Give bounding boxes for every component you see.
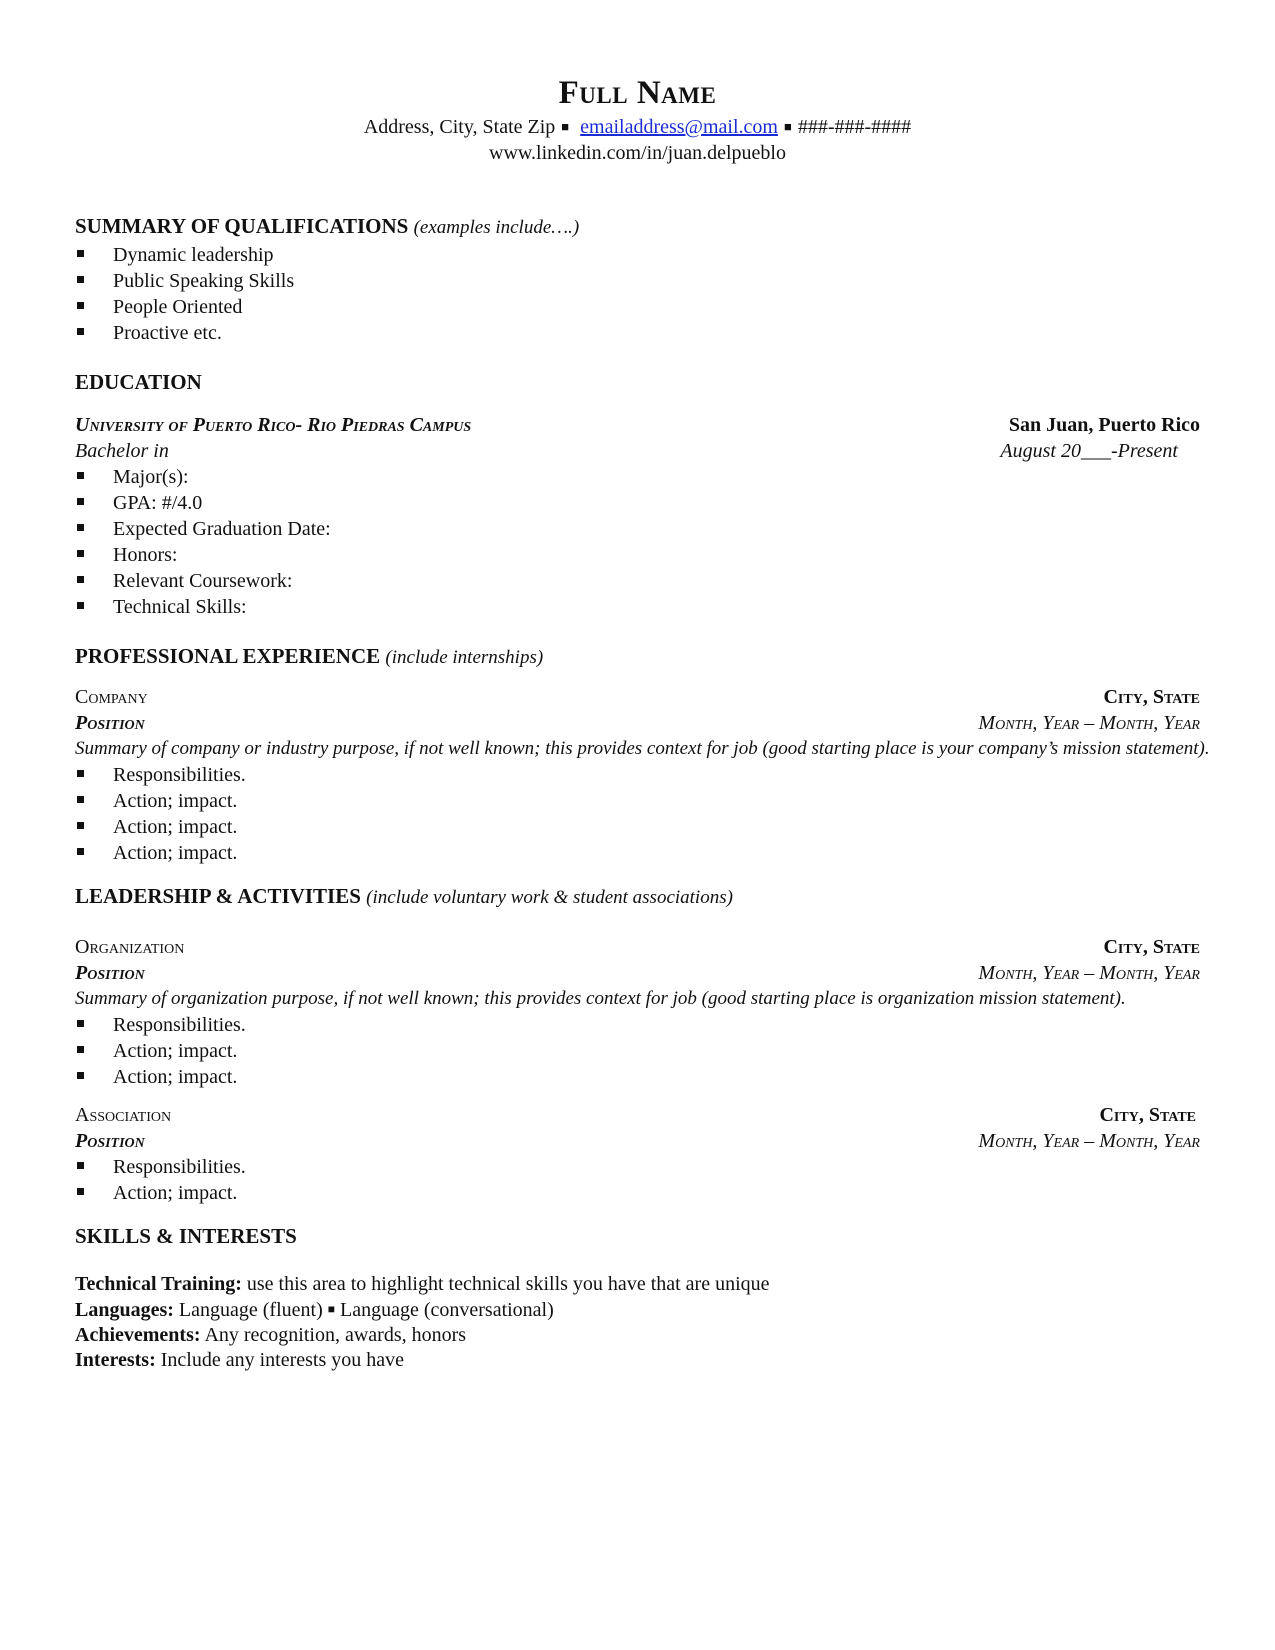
school-name: University of Puerto Rico- Rio Piedras Campus (75, 414, 472, 436)
position-title: Position (75, 712, 145, 734)
organization-name: Organization (75, 936, 185, 958)
language-1: Language (fluent) (178, 1299, 323, 1321)
company-summary: Summary of company or industry purpose, if not well known; this provides context for job (good starting place is your company’s mission statement). (75, 738, 1210, 759)
education-school-row (75, 412, 1200, 438)
separator-square-icon: ■ (783, 119, 792, 134)
list-item: Action; impact. (75, 814, 1200, 840)
list-item: Action; impact. (75, 840, 1200, 866)
education-heading: EDUCATION (75, 370, 202, 394)
interests-label: Interests: (75, 1349, 156, 1371)
association-position-row (75, 1128, 1200, 1154)
list-item: Major(s): (75, 464, 1200, 490)
summary-note: (examples include….) (413, 217, 580, 238)
organization-summary: Summary of organization purpose, if not well known; this provides context for job (good starting place is organization mission statement). (75, 988, 1126, 1009)
list-item: Expected Graduation Date: (75, 516, 1200, 542)
resume-body (75, 212, 1210, 1373)
list-item: Action; impact. (75, 1064, 1200, 1090)
experience-note: (include internships) (385, 647, 544, 668)
company-location: City, State (1103, 686, 1200, 708)
position-dates: Month, Year – Month, Year (978, 1130, 1200, 1152)
association-row (75, 1102, 1200, 1128)
position-row (75, 710, 1200, 736)
company-row (75, 684, 1200, 710)
languages-line (75, 1297, 1200, 1323)
interests-value: Include any interests you have (160, 1349, 404, 1371)
education-degree-row (75, 438, 1200, 464)
leadership-note: (include voluntary work & student associations) (366, 887, 733, 908)
skills-block (75, 1272, 1200, 1373)
list-item: Honors: (75, 542, 1200, 568)
separator-dot-icon: ■ (327, 1302, 335, 1316)
education-list (75, 464, 1200, 620)
degree: Bachelor in (75, 440, 169, 462)
list-item: Action; impact. (75, 788, 1200, 814)
position-dates: Month, Year – Month, Year (978, 962, 1200, 984)
technical-label: Technical Training: (75, 1273, 242, 1295)
achievements-line (75, 1323, 1200, 1348)
association-location: City, State (1099, 1104, 1196, 1126)
summary-title: SUMMARY OF QUALIFICATIONS (75, 214, 409, 238)
separator-square-icon: ■ (561, 119, 570, 134)
list-item: Action; impact. (75, 1038, 1200, 1064)
achievements-label: Achievements: (75, 1324, 201, 1346)
list-item: Responsibilities. (75, 762, 1200, 788)
resume-header (0, 72, 1275, 166)
leadership-title: LEADERSHIP & ACTIVITIES (75, 884, 361, 908)
association-name: Association (75, 1104, 172, 1126)
phone: ###-###-#### (797, 116, 912, 138)
address: Address, City, State Zip (363, 116, 556, 138)
organization-position-row (75, 960, 1200, 986)
contact-line (0, 114, 1275, 140)
experience-heading (75, 642, 1200, 672)
leadership-heading (75, 882, 1200, 912)
list-item: Proactive etc. (75, 320, 1200, 346)
school-location: San Juan, Puerto Rico (1008, 414, 1200, 436)
summary-list (75, 242, 1200, 346)
interests-line (75, 1348, 1200, 1373)
list-item: Public Speaking Skills (75, 268, 1200, 294)
linkedin-url: www.linkedin.com/in/juan.delpueblo (489, 142, 786, 164)
achievements-value: Any recognition, awards, honors (204, 1324, 467, 1346)
position-title: Position (75, 962, 145, 984)
position-title: Position (75, 1130, 145, 1152)
education-dates: August 20___-Present (1000, 440, 1178, 462)
list-item: Responsibilities. (75, 1154, 1200, 1180)
association-list (75, 1154, 1200, 1206)
technical-line (75, 1272, 1200, 1297)
list-item: Action; impact. (75, 1180, 1200, 1206)
summary-heading (75, 212, 1200, 242)
organization-location: City, State (1103, 936, 1200, 958)
language-2: Language (conversational) (339, 1299, 554, 1321)
company-name: Company (75, 686, 148, 708)
list-item: Responsibilities. (75, 1012, 1200, 1038)
list-item: Relevant Coursework: (75, 568, 1200, 594)
skills-heading: SKILLS & INTERESTS (75, 1224, 297, 1248)
email-link[interactable]: emailaddress@mail.com (580, 116, 778, 138)
list-item: Technical Skills: (75, 594, 1200, 620)
technical-value: use this area to highlight technical skills you have that are unique (246, 1273, 770, 1295)
list-item: GPA: #/4.0 (75, 490, 1200, 516)
languages-label: Languages: (75, 1299, 174, 1321)
experience-title: PROFESSIONAL EXPERIENCE (75, 644, 381, 668)
organization-row (75, 934, 1200, 960)
list-item: People Oriented (75, 294, 1200, 320)
experience-list (75, 762, 1200, 866)
organization-list (75, 1012, 1200, 1090)
position-dates: Month, Year – Month, Year (978, 712, 1200, 734)
full-name: Full Name (558, 75, 717, 111)
list-item: Dynamic leadership (75, 242, 1200, 268)
